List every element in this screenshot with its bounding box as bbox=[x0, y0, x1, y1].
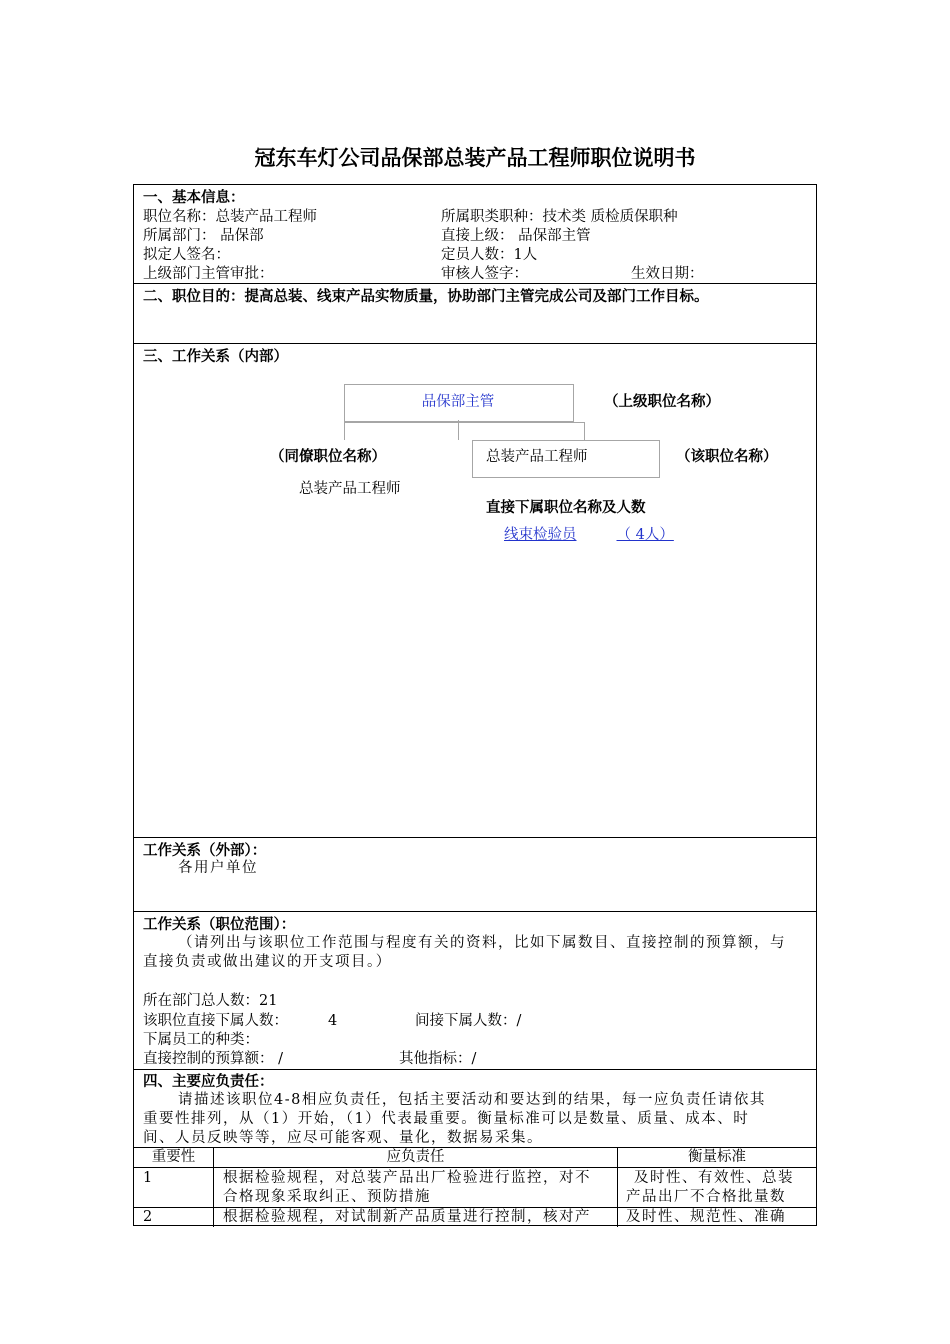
row-1-rank: 1 bbox=[143, 1170, 153, 1186]
subordinate-label: 直接下属职位名称及人数 bbox=[486, 500, 646, 516]
table-header-bottom bbox=[134, 1167, 816, 1168]
org-connector bbox=[458, 420, 459, 440]
duties-desc-3: 间、人员反映等等，应尽可能客观、量化，数据易采集。 bbox=[143, 1130, 543, 1146]
org-connector bbox=[344, 422, 584, 423]
scope-instruction-1: （请列出与该职位工作范围与程度有关的资料，比如下属数目、直接控制的预算额，与 bbox=[178, 935, 786, 951]
peer-label: （同僚职位名称） bbox=[270, 449, 386, 465]
row-2-duty-line-1: 根据检验规程，对试制新产品质量进行控制，核对产 bbox=[223, 1209, 591, 1225]
direct-subordinates-value: 4 bbox=[328, 1013, 338, 1029]
document-title: 冠东车灯公司品保部总装产品工程师职位说明书 bbox=[254, 146, 696, 170]
scope-heading: 工作关系（职位范围）： bbox=[143, 917, 296, 933]
divider bbox=[134, 1069, 816, 1070]
subordinate-types: 下属员工的种类： bbox=[143, 1032, 259, 1048]
col-header-rank: 重要性 bbox=[151, 1149, 196, 1165]
org-connector bbox=[584, 422, 585, 440]
row-1-duty-line-1: 根据检验规程，对总装产品出厂检验进行监控，对不 bbox=[223, 1170, 591, 1186]
subordinate-count: （ 4人） bbox=[616, 527, 674, 543]
duties-desc-1: 请描述该职位4-8相应负责任，包括主要活动和要达到的结果，每一应负责任请依其 bbox=[178, 1092, 766, 1108]
subordinate-position[interactable] bbox=[504, 526, 692, 545]
superior-position: 品保部主管 bbox=[421, 394, 495, 410]
org-connector bbox=[344, 420, 345, 440]
col-header-duty: 应负责任 bbox=[386, 1149, 445, 1165]
direct-superior: 直接上级： 品保部主管 bbox=[441, 228, 591, 244]
budget-control: 直接控制的预算额： / bbox=[143, 1051, 283, 1067]
peer-position: 总装产品工程师 bbox=[299, 481, 401, 497]
duties-heading: 四、主要应负责任： bbox=[143, 1074, 274, 1090]
indirect-subordinates: 间接下属人数：/ bbox=[415, 1013, 522, 1029]
scope-instruction-2: 直接负责或做出建议的开支项目。） bbox=[143, 954, 392, 970]
position-category: 所属职类职种：技术类 质检质保职种 bbox=[441, 209, 678, 225]
basic-heading: 一、基本信息： bbox=[143, 190, 245, 206]
subordinate-name: 线束检验员 bbox=[504, 527, 577, 543]
col-header-measure: 衡量标准 bbox=[688, 1149, 746, 1165]
row-2-measure-line-1: 及时性、规范性、准确 bbox=[626, 1209, 786, 1225]
direct-subordinates-label: 该职位直接下属人数： bbox=[143, 1013, 288, 1029]
headcount: 定员人数：1人 bbox=[441, 247, 538, 263]
superior-label: （上级职位名称） bbox=[604, 394, 720, 410]
department-total: 所在部门总人数：21 bbox=[143, 993, 278, 1009]
row-1-measure-line-2: 产品出厂不合格批量数 bbox=[626, 1189, 786, 1205]
position-purpose: 二、职位目的：提高总装、线束产品实物质量，协助部门主管完成公司及部门工作目标。 bbox=[143, 289, 709, 305]
department: 所属部门： 品保部 bbox=[143, 228, 264, 244]
self-label: （该职位名称） bbox=[676, 449, 778, 465]
divider bbox=[134, 837, 816, 838]
row-1-measure-line-1: 及时性、有效性、总装 bbox=[634, 1170, 794, 1186]
reviewer-signature: 审核人签字： bbox=[441, 266, 528, 282]
divider bbox=[134, 911, 816, 912]
divider bbox=[134, 343, 816, 344]
self-position: 总装产品工程师 bbox=[486, 449, 588, 465]
form-frame bbox=[133, 184, 817, 1226]
effective-date: 生效日期： bbox=[631, 266, 704, 282]
position-name: 职位名称：总装产品工程师 bbox=[143, 209, 317, 225]
internal-relations-heading: 三、工作关系（内部） bbox=[143, 349, 288, 365]
row-1-duty-line-2: 合格现象采取纠正、预防措施 bbox=[223, 1189, 431, 1205]
row-2-rank: 2 bbox=[143, 1209, 153, 1225]
other-indicators: 其他指标：/ bbox=[399, 1051, 477, 1067]
drafter-signature: 拟定人签名： bbox=[143, 247, 230, 263]
external-relations-heading: 工作关系（外部）： bbox=[143, 843, 267, 859]
external-units: 各用户单位 bbox=[178, 860, 258, 876]
duties-desc-2: 重要性排列，从（1）开始，（1）代表最重要。衡量标准可以是数量、质量、成本、时 bbox=[143, 1111, 750, 1127]
superior-approval: 上级部门主管审批： bbox=[143, 266, 274, 282]
